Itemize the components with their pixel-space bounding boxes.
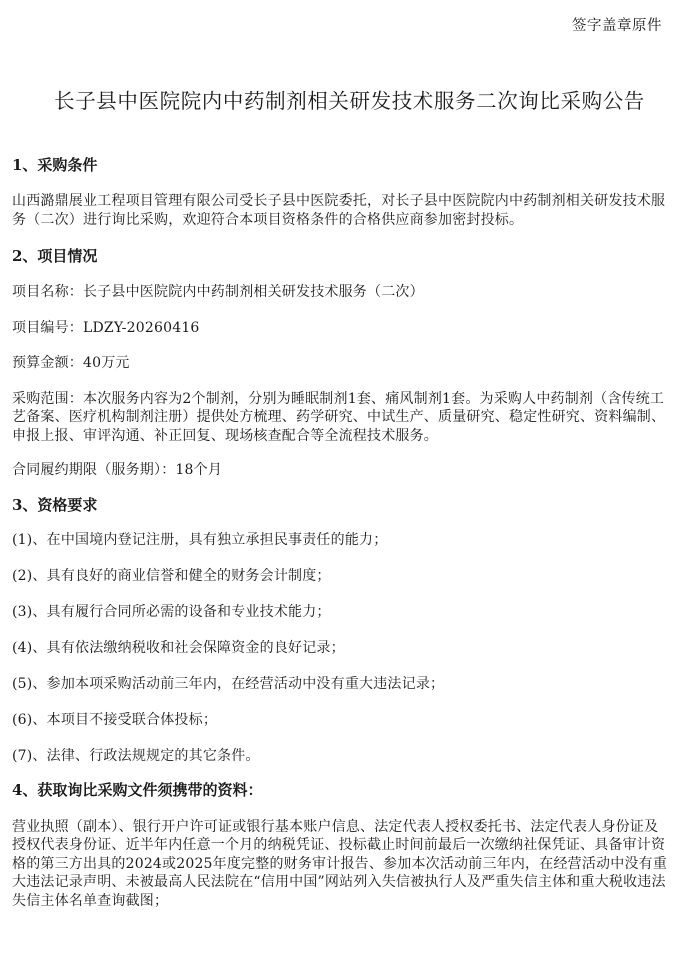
section-heading-purchase-conditions: 1、采购条件	[12, 156, 98, 174]
qualification-item: (7)、法律、行政法规规定的其它条件。	[12, 747, 260, 764]
procurement-scope: 采购范围：本次服务内容为2个制剂，分别为睡眠制剂1套、痛风制剂1套。为采购人中药制剂（含传统工艺备案、医疗机构制剂注册）提供处方梳理、药学研究、中试生产、质量研究、稳定性研究、资料编制、申报上报、审评沟通、补正回复、现场核查配合等全流程技术服务。	[12, 390, 666, 444]
section-heading-project-info: 2、项目情况	[12, 247, 98, 265]
document-body	[12, 154, 672, 910]
qualification-item: (6)、本项目不接受联合体投标；	[12, 711, 218, 728]
purchase-conditions-paragraph: 山西潞鼎展业工程项目管理有限公司受长子县中医院委托，对长子县中医院院内中药制剂相关研发技术服务（二次）进行询比采购，欢迎符合本项目资格条件的合格供应商参加密封投标。	[12, 193, 666, 228]
qualification-item: (3)、具有履行合同所必需的设备和专业技术能力；	[12, 603, 331, 620]
budget-amount: 预算金额：40万元	[12, 355, 130, 371]
qualification-item: (1)、在中国境内登记注册，具有独立承担民事责任的能力；	[12, 531, 388, 548]
section-heading-required-documents: 4、获取询比采购文件须携带的资料：	[12, 780, 263, 799]
contract-period: 合同履约期限（服务期）：18个月	[12, 462, 223, 478]
signature-stamp-note: 签字盖章原件	[572, 18, 662, 34]
document-title: 长子县中医院院内中药制剂相关研发技术服务二次询比采购公告	[54, 89, 645, 113]
project-code: 项目编号：LDZY-20260416	[12, 319, 200, 336]
qualification-item: (2)、具有良好的商业信誉和健全的财务会计制度；	[12, 567, 331, 584]
qualification-item: (4)、具有依法缴纳税收和社会保障资金的良好记录；	[12, 639, 345, 656]
section-heading-qualifications: 3、资格要求	[12, 495, 98, 514]
qualification-item: (5)、参加本项采购活动前三年内，在经营活动中没有重大违法记录；	[12, 675, 445, 692]
project-name: 项目名称：长子县中医院院内中药制剂相关研发技术服务（二次）	[12, 284, 424, 300]
required-documents-paragraph: 营业执照（副本）、银行开户许可证或银行基本账户信息、法定代表人授权委托书、法定代表人身份证及授权代表身份证、近半年内任意一个月的纳税凭证、投标截止时间前最后一次缴纳社保凭证、具备审计资格的第三方出具的2024或2025年度完整的财务审计报告、参加本次活动前三年内，在经营活动中没有重大违法记录声明、未被最高人民法院在“信用中国”网站列入失信被执行人及严重失信主体和重大税收违法失信主体名单查询截图；	[12, 818, 668, 909]
